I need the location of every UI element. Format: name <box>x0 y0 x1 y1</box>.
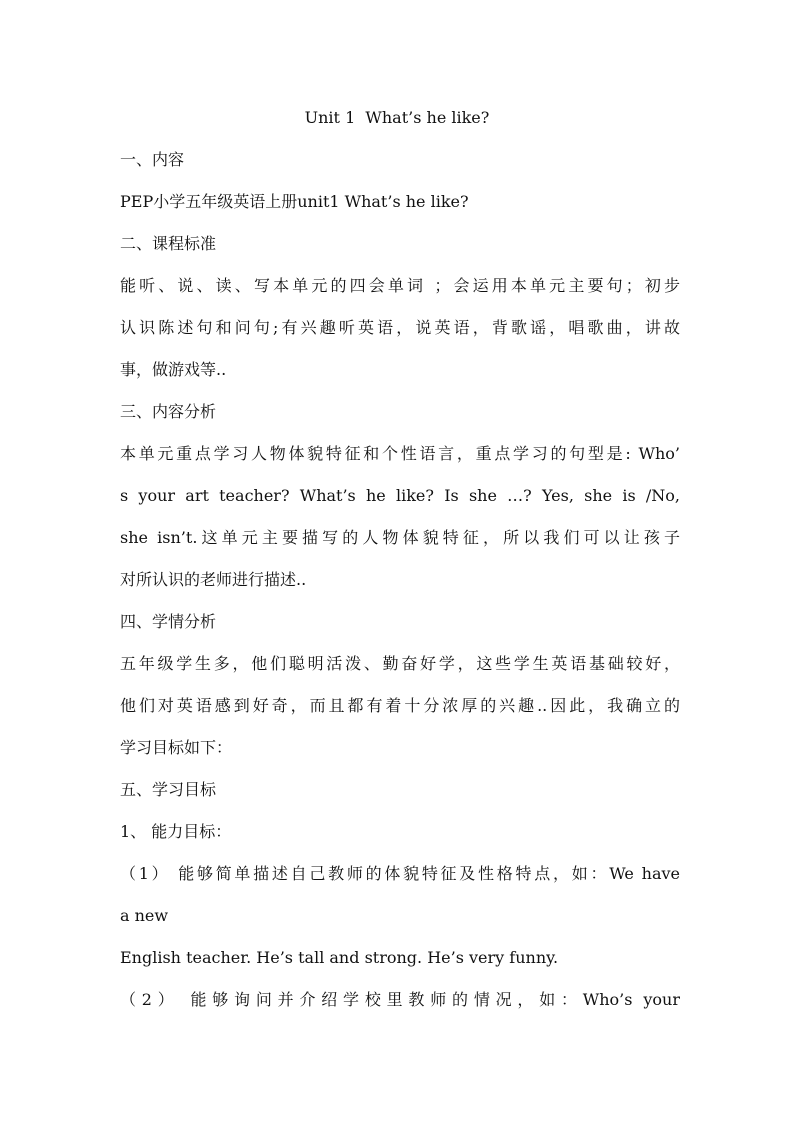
paragraph-line: 学习目标如下： <box>120 738 233 757</box>
paragraph-line: 事，做游戏等.. <box>120 360 227 379</box>
paragraph-line: 五年级学生多，他们聪明活泼、勤奋好学，这些学生英语基础较好， <box>120 654 680 673</box>
objective-item: （1） 能够简单描述自己教师的体貌特征及性格特点，如：We have <box>120 864 680 883</box>
paragraph-line: s your art teacher? What’s he like? Is she …? Yes, she is /No, <box>120 486 680 505</box>
objective-item-continued: a new <box>120 906 169 925</box>
section-heading-analysis: 三、内容分析 <box>120 402 217 421</box>
objective-item: （2） 能够询问并介绍学校里教师的情况，如：Who’s your <box>120 990 680 1009</box>
section-heading-standards: 二、课程标准 <box>120 234 217 253</box>
document-title: Unit 1 What’s he like? <box>304 108 490 127</box>
objective-heading: 1、 能力目标： <box>120 822 232 841</box>
section-heading-objectives: 五、学习目标 <box>120 780 217 799</box>
paragraph-line: 对所认识的老师进行描述.. <box>120 570 307 589</box>
paragraph-line: she isn’t.这单元主要描写的人物体貌特征，所以我们可以让孩子 <box>120 528 680 547</box>
paragraph-line: 本单元重点学习人物体貌特征和个性语言，重点学习的句型是: Who’ <box>120 444 680 463</box>
section-heading-content: 一、内容 <box>120 150 185 169</box>
section-heading-learner-analysis: 四、学情分析 <box>120 612 217 631</box>
content-text: PEP小学五年级英语上册unit1 What’s he like? <box>120 192 469 211</box>
paragraph-line: 他们对英语感到好奇，而且都有着十分浓厚的兴趣..因此，我确立的 <box>120 696 680 715</box>
paragraph-line: 认识陈述句和问句;有兴趣听英语，说英语，背歌谣，唱歌曲，讲故 <box>120 318 680 337</box>
paragraph-line: 能听、说、读、写本单元的四会单词 ；会运用本单元主要句；初步 <box>120 276 680 295</box>
objective-example: English teacher. He’s tall and strong. He’s very funny. <box>120 948 559 967</box>
